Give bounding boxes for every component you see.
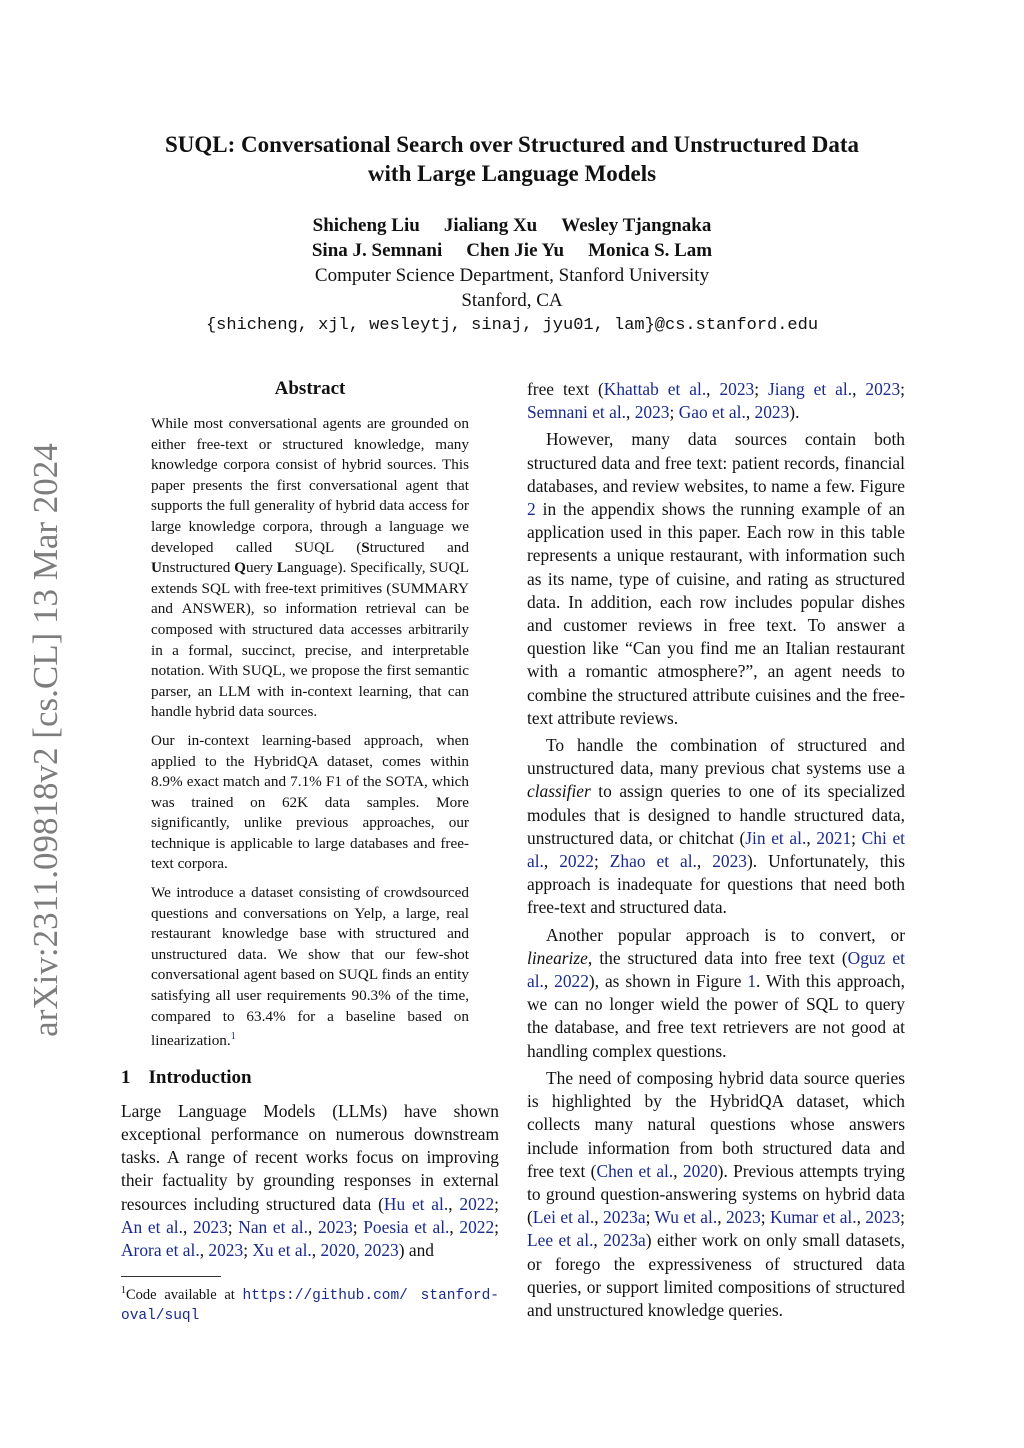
- arxiv-stamp: arXiv:2311.09818v2 [cs.CL] 13 Mar 2024: [26, 443, 65, 1037]
- citation-link[interactable]: Wu et al.: [654, 1207, 718, 1228]
- citation-link[interactable]: 2023: [754, 402, 790, 423]
- footnote-link[interactable]: 1: [230, 1031, 236, 1043]
- citation-link[interactable]: 2022: [459, 1193, 495, 1214]
- author-name: Monica S. Lam: [588, 240, 713, 261]
- abstract-heading: Abstract: [274, 378, 346, 399]
- author-name: Chen Jie Yu: [466, 240, 565, 261]
- section-heading-introduction: 1 Introduction: [121, 1066, 252, 1088]
- abstract-paragraph: Our in-context learning-based approach, when applied to the HybridQA dataset, comes within 8.9% exact match and 7.1% F1 of the SOTA, which was trained on 62K data samples. More significantly, unlike previous approaches, our technique is applicable to large databases and free-text corpora.: [151, 731, 469, 873]
- citation-link[interactable]: 2023: [317, 1216, 353, 1237]
- citation-link[interactable]: 2023: [865, 1207, 901, 1228]
- citation-link[interactable]: 2022: [554, 971, 589, 992]
- citation-link[interactable]: 2020: [682, 1160, 718, 1181]
- figure-link[interactable]: 1: [747, 971, 757, 992]
- abstract-paragraph: While most conversational agents are grounded on either free-text or structured knowledge, many knowledge corpora consist of hybrid sources. This paper presents the first conversational agent that supports the full generality of hybrid data access for large knowledge corpora, through a language we developed called SUQL (Structured and Unstructured Query Language). Specifically, SUQL extends SQL with free-text primitives (SUMMARY and ANSWER), so information retrieval can be composed with structured data accesses arbitrarily in a formal, succinct, precise, and interpretable notation. With SUQL, we propose the first semantic parser, an LLM with in-context learning, that can handle hybrid data sources.: [151, 415, 469, 721]
- citation-link[interactable]: Lee et al.: [527, 1230, 594, 1251]
- abstract-body: [121, 414, 499, 1052]
- citation-link[interactable]: Khattab et al.: [603, 379, 707, 399]
- github-link[interactable]: https://github.com/ stanford-oval/suql: [121, 1288, 499, 1325]
- paper-title: [100, 130, 924, 188]
- citation-link[interactable]: 2022: [559, 851, 594, 872]
- citation-link[interactable]: 2023: [719, 379, 755, 399]
- intro-paragraph: Large Language Models (LLMs) have shown exceptional performance on numerous downstream tasks. A range of recent works focus on improving their factuality by grounding responses in external resources including structured data (Hu et al., 2022; An et al., 2023; Nan et al., 2023; Poesia et al., 2022; Arora et al., 2023; Xu et al., 2020, 2023) and: [121, 1100, 500, 1261]
- citation-link[interactable]: Xu et al.: [252, 1240, 312, 1261]
- citation-link[interactable]: 2023: [712, 851, 747, 872]
- citation-link[interactable]: 2023: [725, 1207, 761, 1228]
- citation-link[interactable]: Gao et al.: [678, 402, 746, 423]
- author-name: Sina J. Semnani: [311, 240, 443, 261]
- author-name: Shicheng Liu: [312, 215, 420, 236]
- author-block: [100, 213, 924, 338]
- body-paragraph: The need of composing hybrid data source queries is highlighted by the HybridQA dataset, which collects many natural questions whose answers include information from both structured data and free text (Chen et al., 2020). Previous attempts trying to ground question-answering systems on hybrid data (Lei et al., 2023a; Wu et al., 2023; Kumar et al., 2023; Lee et al., 2023a) either work on only small datasets, or forego the expressiveness of structured data queries, or support limited compositions of structured and unstructured knowledge queries.: [527, 1067, 906, 1320]
- footnote: $^1$Code available at https://github.com/ stanford-oval/suql: [121, 1285, 499, 1325]
- left-column: [121, 376, 499, 1326]
- title-line-1: SUQL: Conversational Search over Structured and Unstructured Data: [164, 132, 860, 157]
- citation-link[interactable]: 2021: [816, 827, 852, 848]
- citation-link[interactable]: Oguz et al.: [527, 947, 905, 992]
- affiliation: Computer Science Department, Stanford University: [314, 265, 710, 286]
- citation-link[interactable]: 2023a: [603, 1207, 646, 1228]
- author-name: Jialiang Xu: [443, 215, 538, 236]
- citation-link[interactable]: 2023: [634, 402, 670, 423]
- right-column: [527, 378, 905, 1322]
- figure-link[interactable]: 2: [527, 499, 536, 520]
- citation-link[interactable]: Jin et al.: [745, 827, 807, 848]
- citation-link[interactable]: Poesia et al.: [363, 1216, 450, 1237]
- body-paragraph: To handle the combination of structured and unstructured data, many previous chat systems use a classifier to assign queries to one of its specialized modules that is designed to handle structured data, unstructured data, or chitchat (Jin et al., 2021; Chi et al., 2022; Zhao et al., 2023). Unfortunately, this approach is inadequate for questions that need both free-text and structured data.: [527, 735, 906, 918]
- title-line-2: with Large Language Models: [367, 161, 657, 186]
- footnote-divider: [121, 1276, 221, 1277]
- abstract-paragraph: We introduce a dataset consisting of crowdsourced questions and conversations on Yelp, a large, real restaurant knowledge base with structured and unstructured data. We show that our few-shot conversational agent based on SUQL finds an entity satisfying all user requirements 90.3% of the time, compared to 63.4% for a baseline based on linearization.$^1$: [151, 884, 469, 1050]
- citation-link[interactable]: Zhao et al.: [609, 851, 697, 872]
- citation-link[interactable]: 2023: [208, 1240, 244, 1261]
- citation-link[interactable]: Chi et al.: [527, 827, 906, 872]
- author-emails: {shicheng, xjl, wesleytj, sinaj, jyu01, lam}@cs.stanford.edu: [205, 316, 819, 335]
- citation-link[interactable]: 2020, 2023: [320, 1240, 399, 1261]
- authors-row-2: [100, 238, 924, 263]
- authors-row-1: [100, 213, 924, 238]
- citation-link[interactable]: Nan et al.: [238, 1216, 308, 1237]
- body-paragraph: However, many data sources contain both structured data and free text: patient records, financial databases, and review websites, to name a few. Figure 2 in the appendix shows the running example of an application used in this paper. Each row in this table represents a unique restaurant, with information such as its name, type of cuisine, and rating as structured data. In addition, each row includes popular dishes and customer reviews in free text. To answer a question like “Can you find me an Italian restaurant with a romantic atmosphere?”, an agent needs to combine the structured attribute cuisines and the free-text attribute reviews.: [527, 429, 905, 728]
- citation-link[interactable]: 2023: [865, 379, 901, 399]
- citation-link[interactable]: Jiang et al.: [768, 379, 853, 399]
- citation-link[interactable]: 2023a: [603, 1230, 646, 1251]
- introduction-body: [121, 1100, 499, 1262]
- citation-link[interactable]: Lei et al.: [532, 1207, 595, 1228]
- citation-link[interactable]: Semnani et al.: [527, 402, 627, 423]
- citation-link[interactable]: An et al.: [121, 1216, 183, 1237]
- author-name: Wesley Tjangnaka: [561, 215, 712, 236]
- body-paragraph: Another popular approach is to convert, or linearize, the structured data into free text (Oguz et al., 2022), as shown in Figure 1. With this approach, we can no longer wield the power of SQL to query the database, and free text retrievers are not good at handling complex questions.: [527, 924, 905, 1061]
- citation-link[interactable]: Kumar et al.: [770, 1207, 857, 1228]
- body-paragraph: free text (Khattab et al., 2023; Jiang et al., 2023; Semnani et al., 2023; Gao et al., 2023).: [527, 379, 905, 423]
- citation-link[interactable]: 2023: [193, 1216, 228, 1237]
- citation-link[interactable]: Arora et al.: [121, 1240, 200, 1261]
- citation-link[interactable]: 2022: [459, 1216, 495, 1237]
- citation-link[interactable]: Chen et al.: [596, 1160, 674, 1181]
- location: Stanford, CA: [461, 290, 563, 311]
- citation-link[interactable]: Hu et al.: [383, 1193, 449, 1214]
